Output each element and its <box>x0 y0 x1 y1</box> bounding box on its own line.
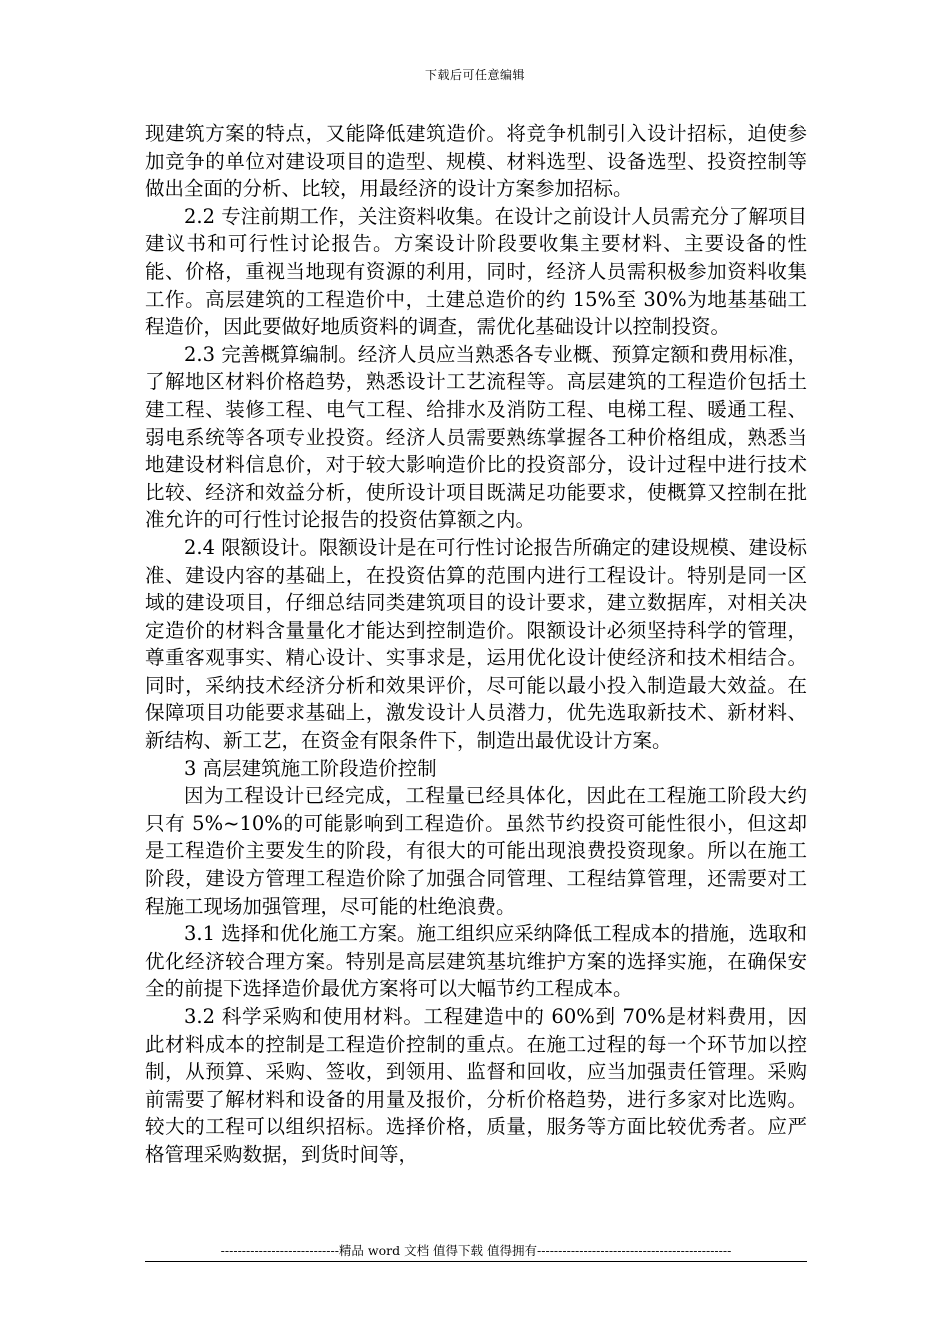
page-header: 下载后可任意编辑 <box>424 68 525 82</box>
footer-divider <box>145 1261 807 1262</box>
section-heading-3: 3 高层建筑施工阶段造价控制 <box>184 756 437 780</box>
paragraph-section-2-2: 2.2 专注前期工作，关注资料收集。在设计之前设计人员需充分了解项目建议书和可行性讨论报告。方案设计阶段要收集主要材料、主要设备的性能、价格，重视当地现有资源的利用，同时，经济人员需积极参加资料收集工作。高层建筑的工程造价中，土建总造价的约 15%至 30%为地基基础工程造价，因此要做好地质资料的调查，需优化基础设计以控制投资。 <box>145 204 807 339</box>
paragraph-section-3-2: 3.2 科学采购和使用材料。工程建造中的 60%到 70%是材料费用，因此材料成本的控制是工程造价控制的重点。在施工过程的每一个环节加以控制，从预算、采购、签收，到领用、监督和回收，应当加强责任管理。采购前需要了解材料和设备的用量及报价，分析价格趋势，进行多家对比选购。较大的工程可以组织招标。选择价格，质量，服务等方面比较优秀者。应严格管理采购数据，到货时间等， <box>145 1005 807 1166</box>
paragraph-1: 现建筑方案的特点，又能降低建筑造价。将竞争机制引入设计招标，迫使参加竞争的单位对建设项目的造型、规模、材料选型、设备选型、投资控制等做出全面的分析、比较，用最经济的设计方案参加招标。 <box>145 122 807 201</box>
page-footer: ----------------------------精品 word 文档 值得下载 值得拥有---------------------------------------------- <box>220 1243 732 1258</box>
paragraph-section-3-1: 3.1 选择和优化施工方案。施工组织应采纳降低工程成本的措施，选取和优化经济较合理方案。特别是高层建筑基坑维护方案的选择实施，在确保安全的前提下选择造价最优方案将可以大幅节约工程成本。 <box>145 922 807 1001</box>
paragraph-section-2-4: 2.4 限额设计。限额设计是在可行性讨论报告所确定的建设规模、建设标准、建设内容的基础上，在投资估算的范围内进行工程设计。特别是同一区域的建设项目，仔细总结同类建筑项目的设计要求，建立数据库，对相关决定造价的材料含量量化才能达到控制造价。限额设计必须坚持科学的管理，尊重客观事实、精心设计、实事求是，运用优化设计使经济和技术相结合。同时，采纳技术经济分析和效果评价，尽可能以最小投入制造最大效益。在保障项目功能要求基础上，激发设计人员潜力，优先选取新技术、新材料、新结构、新工艺，在资金有限条件下，制造出最优设计方案。 <box>145 535 807 753</box>
paragraph-section-3-intro: 因为工程设计已经完成，工程量已经具体化，因此在工程施工阶段大约只有 5%~10%的可能影响到工程造价。虽然节约投资可能性很小，但这却是工程造价主要发生的阶段，有很大的可能出现浪费投资现象。所以在施工阶段，建设方管理工程造价除了加强合同管理、工程结算管理，还需要对工程施工现场加强管理，尽可能的杜绝浪费。 <box>145 784 807 918</box>
paragraph-section-2-3: 2.3 完善概算编制。经济人员应当熟悉各专业概、预算定额和费用标准，了解地区材料价格趋势，熟悉设计工艺流程等。高层建筑的工程造价包括土建工程、装修工程、电气工程、给排水及消防工程、电梯工程、暖通工程、弱电系统等各项专业投资。经济人员需要熟练掌握各工种价格组成，熟悉当地建设材料信息价，对于较大影响造价比的投资部分，设计过程中进行技术比较、经济和效益分析，使所设计项目既满足功能要求，使概算又控制在批准允许的可行性讨论报告的投资估算额之内。 <box>145 342 807 532</box>
document-body <box>145 120 807 1169</box>
